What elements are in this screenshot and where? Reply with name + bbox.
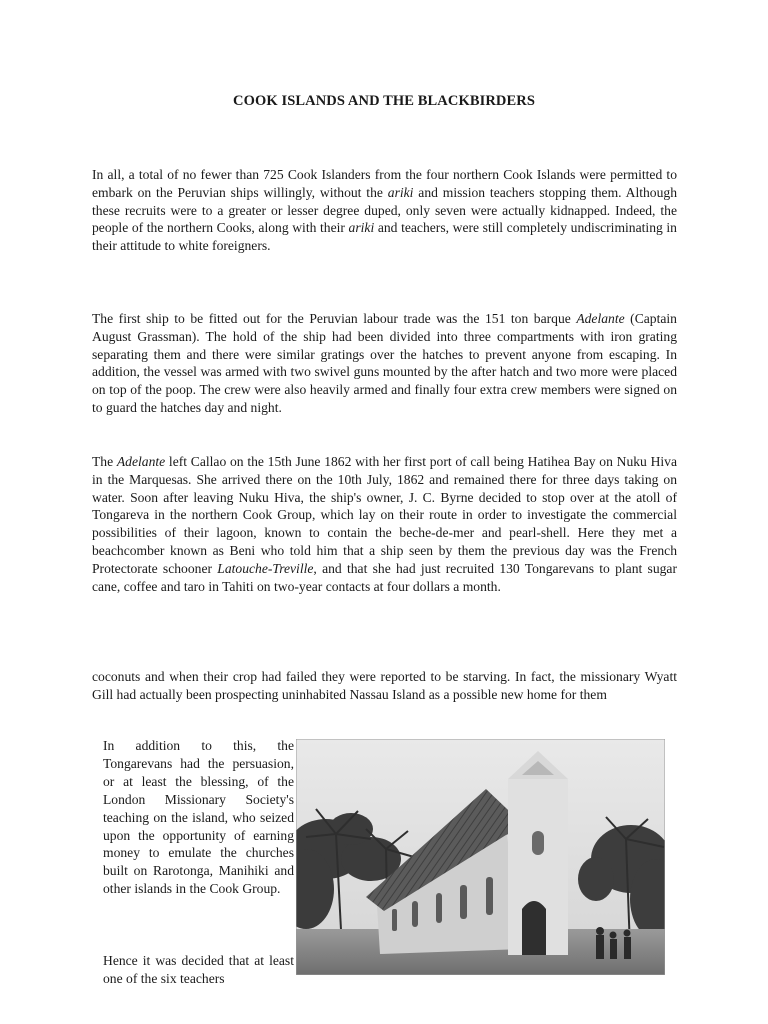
church-photo — [296, 739, 665, 975]
column-paragraph-tongarevans: In addition to this, the Tongarevans had the persuasion, or at least the blessing, of the London Missionary Society's teaching on the island, who seized upon the opportunity of earning money to emulate the churches built on Rarotonga, Manihiki and other islands in the Cook Group. — [103, 738, 294, 897]
schooner-name: Latouche-Treville — [217, 560, 314, 576]
text-run: and mission teachers stopping them. Although these recruits were to a greater or lesser degree duped, only seven were actually kidnapped. Indeed, the people of the northern Cooks, along with their — [92, 184, 677, 236]
paragraph-islanders — [92, 166, 677, 255]
text-run: The — [92, 454, 117, 469]
text-run: left Callao on the 15th June 1862 with her first port of call being Hatihea Bay on Nuku Hiva in the Marquesas. She arrived there on the 10th July, 1862 and remained there for three days taking on water. Soon after leaving Nuku Hiva, the ship's owner, J. C. Byrne decided to stop over at the atoll of Tongareva in the northern Cook Group, which lay on their route in order to investigate the commercial possibilities of their lagoon, known to contain the beche-de-mer and pearl-shell. Here they met a beachcomber known as Beni who told him that a ship seen by them the previous day was the French Protectorate schooner — [92, 454, 677, 576]
column-paragraph-teachers: Hence it was decided that at least one of the six teachers — [103, 953, 294, 986]
text-run: and teachers, were still completely undiscriminating in their attitude to white foreigners. — [92, 220, 677, 254]
text-run: (Captain August Grassman). The hold of the ship had been divided into three compartments with iron grating separating them and there were similar gratings over the hatches to prevent anyone from escaping. In addition, the vessel was armed with two swivel guns mounted by the after hatch and two more were placed on top of the poop. The crew were also heavily armed and finally four extra crew members were signed on to guard the hatches day and night. — [92, 311, 677, 415]
text-run: , and that she had just recruited 130 Tongarevans to plant sugar cane, coffee and taro in Tahiti on two-year contacts at four dollars a month. — [92, 560, 677, 594]
italic-term: ariki — [387, 184, 414, 200]
paragraph-voyage — [92, 453, 677, 595]
document-title: COOK ISLANDS AND THE BLACKBIRDERS — [233, 93, 535, 109]
paragraph-first-ship — [92, 310, 677, 417]
italic-term: ariki — [348, 220, 375, 236]
text-run: In all, a total of no fewer than 725 Cook Islanders from the four northern Cook Islands were permitted to embark on the Peruvian ships willingly, without the — [92, 167, 677, 200]
ship-name: Adelante — [576, 311, 625, 326]
ship-name: Adelante — [116, 454, 166, 469]
text-run: The first ship to be fitted out for the Peruvian labour trade was the 151 ton barque — [92, 311, 577, 326]
paragraph-coconuts: coconuts and when their crop had failed they were reported to be starving. In fact, the missionary Wyatt Gill had actually been prospecting uninhabited Nassau Island as a possible new home for them — [92, 669, 677, 702]
